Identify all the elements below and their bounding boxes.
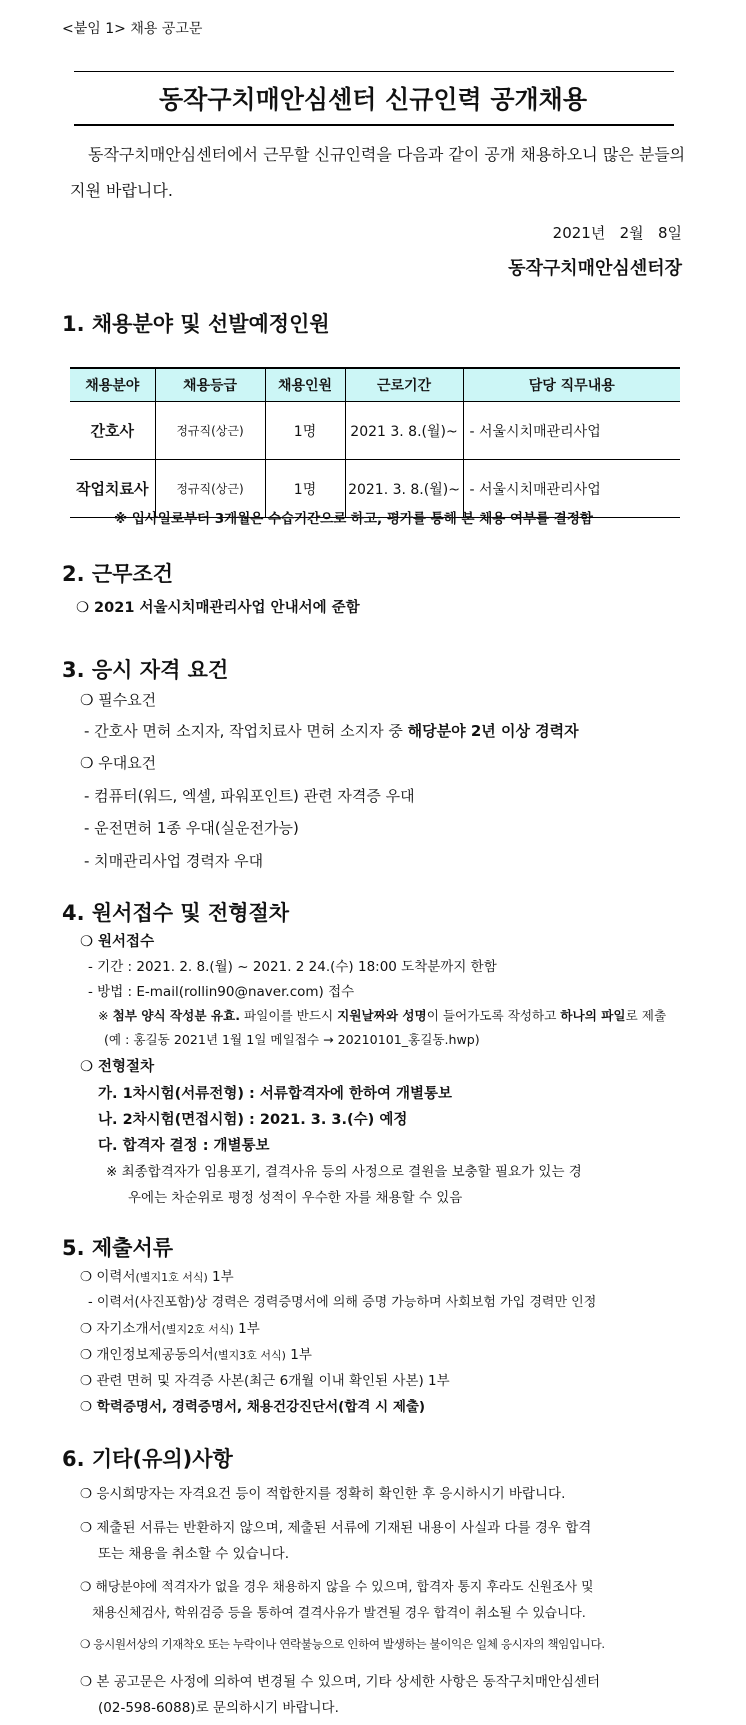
probation-note: ※ 입사일로부터 3개월은 수습기간으로 하고, 평가를 통해 본 채용 여부를 결정함 xyxy=(114,511,593,527)
col-header-field: 채용분야 xyxy=(70,368,155,402)
doc-name: ❍ 개인정보제공동의서 xyxy=(80,1347,214,1363)
title-top-rule xyxy=(74,71,674,72)
col-header-duty: 담당 직무내용 xyxy=(463,368,680,402)
doc-count: 1부 xyxy=(207,1269,234,1285)
notice-item-cont: (02-598-6088)로 문의하시기 바랍니다. xyxy=(98,1700,339,1716)
work-condition: ❍ 2021 서울시치매관리사업 안내서에 준함 xyxy=(76,600,360,616)
cell-rank: 정규직(상근) xyxy=(155,402,265,460)
preferred-item: - 치매관리사업 경력자 우대 xyxy=(84,852,264,870)
note-part-bold: 하나의 파일 xyxy=(560,1008,626,1023)
table-row xyxy=(70,402,680,460)
section4-heading: 4. 원서접수 및 전형절차 xyxy=(62,901,290,925)
required-text-bold: 해당분야 2년 이상 경력자 xyxy=(407,722,579,740)
note-part: 이 들어가도록 작성하고 xyxy=(426,1008,561,1023)
page-title: 동작구치매안심센터 신규인력 공개채용 xyxy=(159,85,587,114)
doc-form: (별지3호 서식) xyxy=(213,1349,286,1362)
preferred-item: - 컴퓨터(워드, 엑셀, 파워포인트) 관련 자격증 우대 xyxy=(84,787,415,805)
table-header-row xyxy=(70,368,680,402)
receipt-period: - 기간 : 2021. 2. 8.(월) ~ 2021. 2 24.(수) 18:00 도착분까지 한함 xyxy=(88,959,497,975)
cell-period: 2021. 3. 8.(월)~ xyxy=(345,460,463,518)
cell-duty: - 서울시치매관리사업 xyxy=(463,402,680,460)
cell-count: 1명 xyxy=(265,402,345,460)
col-header-period: 근로기간 xyxy=(345,368,463,402)
doc-name: ❍ 자기소개서 xyxy=(80,1321,162,1337)
notice-item: ❍ 응시원서상의 기재착오 또는 누락이나 연락불능으로 인하여 발생하는 불이익은 일체 응시자의 책임입니다. xyxy=(80,1637,605,1651)
cell-count: 1명 xyxy=(265,460,345,518)
doc-form: (별지2호 서식) xyxy=(161,1323,234,1336)
final-note-line-2: 우에는 차순위로 평정 성적이 우수한 자를 채용할 수 있음 xyxy=(128,1190,463,1206)
note-part: 로 제출 xyxy=(625,1008,667,1023)
notice-item-cont: 또는 채용을 취소할 수 있습니다. xyxy=(98,1546,289,1562)
note-part-bold: 첨부 양식 작성분 유효. xyxy=(112,1008,240,1023)
col-header-rank: 채용등급 xyxy=(155,368,265,402)
receipt-label: ❍ 원서접수 xyxy=(80,934,155,950)
preferred-item: - 운전면허 1종 우대(실운전가능) xyxy=(84,819,299,837)
required-label: ❍ 필수요건 xyxy=(80,691,157,709)
final-note-line-1: ※ 최종합격자가 임용포기, 결격사유 등의 사정으로 결원을 보충할 필요가 있는 경 xyxy=(106,1164,582,1180)
preferred-label: ❍ 우대요건 xyxy=(80,754,157,772)
notice-item-cont: 채용신체검사, 학위검증 등을 통하여 결격사유가 발견될 경우 합격이 취소될 수 있습니다. xyxy=(92,1606,586,1621)
filename-example: (예 : 홍길동 2021년 1월 1일 메일접수 → 20210101_홍길동.hwp) xyxy=(104,1032,480,1047)
cell-field: 작업치료사 xyxy=(70,460,155,518)
cell-field: 간호사 xyxy=(70,402,155,460)
receipt-method: - 방법 : E-mail(rollin90@naver.com) 접수 xyxy=(88,984,355,1000)
section3-heading: 3. 응시 자격 요건 xyxy=(62,658,229,682)
doc-form: (별지1호 서식) xyxy=(135,1271,208,1284)
doc-item-consent xyxy=(80,1343,312,1363)
doc-item-intro xyxy=(80,1317,260,1337)
notice-item: ❍ 본 공고문은 사정에 의하여 변경될 수 있으며, 기타 상세한 사항은 동작구치매안심센터 xyxy=(80,1674,601,1690)
required-text xyxy=(84,720,579,741)
doc-item-certificates: ❍ 학력증명서, 경력증명서, 채용건강진단서(합격 시 제출) xyxy=(80,1399,426,1415)
notice-date: 2021년 2월 8일 xyxy=(552,224,682,242)
process-step: 다. 합격자 결정 : 개별통보 xyxy=(98,1138,270,1154)
section1-heading: 1. 채용분야 및 선발예정인원 xyxy=(62,312,330,336)
section2-heading: 2. 근무조건 xyxy=(62,562,174,586)
note-part: 파일이를 반드시 xyxy=(240,1008,338,1023)
section5-heading: 5. 제출서류 xyxy=(62,1236,174,1260)
issuer-name: 동작구치매안심센터장 xyxy=(508,258,682,279)
attachment-label: <붙임 1> 채용 공고문 xyxy=(62,21,203,37)
intro-line-2: 지원 바랍니다. xyxy=(70,181,173,200)
doc-item-resume xyxy=(80,1265,234,1285)
cell-duty: - 서울시치매관리사업 xyxy=(463,460,680,518)
note-part-bold: 지원날짜와 성명 xyxy=(337,1008,427,1023)
cell-period: 2021 3. 8.(월)~ xyxy=(345,402,463,460)
note-part: ※ xyxy=(98,1008,113,1023)
process-label: ❍ 전형절차 xyxy=(80,1059,155,1075)
notice-item: ❍ 제출된 서류는 반환하지 않으며, 제출된 서류에 기재된 내용이 사실과 다를 경우 합격 xyxy=(80,1520,592,1536)
doc-name: ❍ 이력서 xyxy=(80,1269,136,1285)
process-step: 가. 1차시험(서류전형) : 서류합격자에 한하여 개별통보 xyxy=(98,1086,453,1102)
intro-line-1: 동작구치매안심센터에서 근무할 신규인력을 다음과 같이 공개 채용하오니 많은 분들의 xyxy=(88,145,686,164)
doc-count: 1부 xyxy=(233,1321,260,1337)
doc-count: 1부 xyxy=(285,1347,312,1363)
notice-item: ❍ 해당분야에 적격자가 없을 경우 채용하지 않을 수 있으며, 합격자 통지 후라도 신원조사 및 xyxy=(80,1580,594,1595)
required-text-normal: - 간호사 면허 소지자, 작업치료사 면허 소지자 중 xyxy=(84,722,408,740)
attachment-note xyxy=(98,1005,666,1024)
recruitment-table xyxy=(70,367,680,518)
title-bottom-rule xyxy=(74,124,674,126)
process-step: 나. 2차시험(면접시험) : 2021. 3. 3.(수) 예정 xyxy=(98,1112,408,1128)
cell-rank: 정규직(상근) xyxy=(155,460,265,518)
doc-item-license: ❍ 관련 면허 및 자격증 사본(최근 6개월 이내 확인된 사본) 1부 xyxy=(80,1373,450,1389)
notice-item: ❍ 응시희망자는 자격요건 등이 적합한지를 정확히 확인한 후 응시하시기 바랍니다. xyxy=(80,1486,566,1502)
resume-note: - 이력서(사진포함)상 경력은 경력증명서에 의해 증명 가능하며 사회보험 가입 경력만 인정 xyxy=(88,1295,597,1310)
col-header-count: 채용인원 xyxy=(265,368,345,402)
section6-heading: 6. 기타(유의)사항 xyxy=(62,1447,233,1471)
